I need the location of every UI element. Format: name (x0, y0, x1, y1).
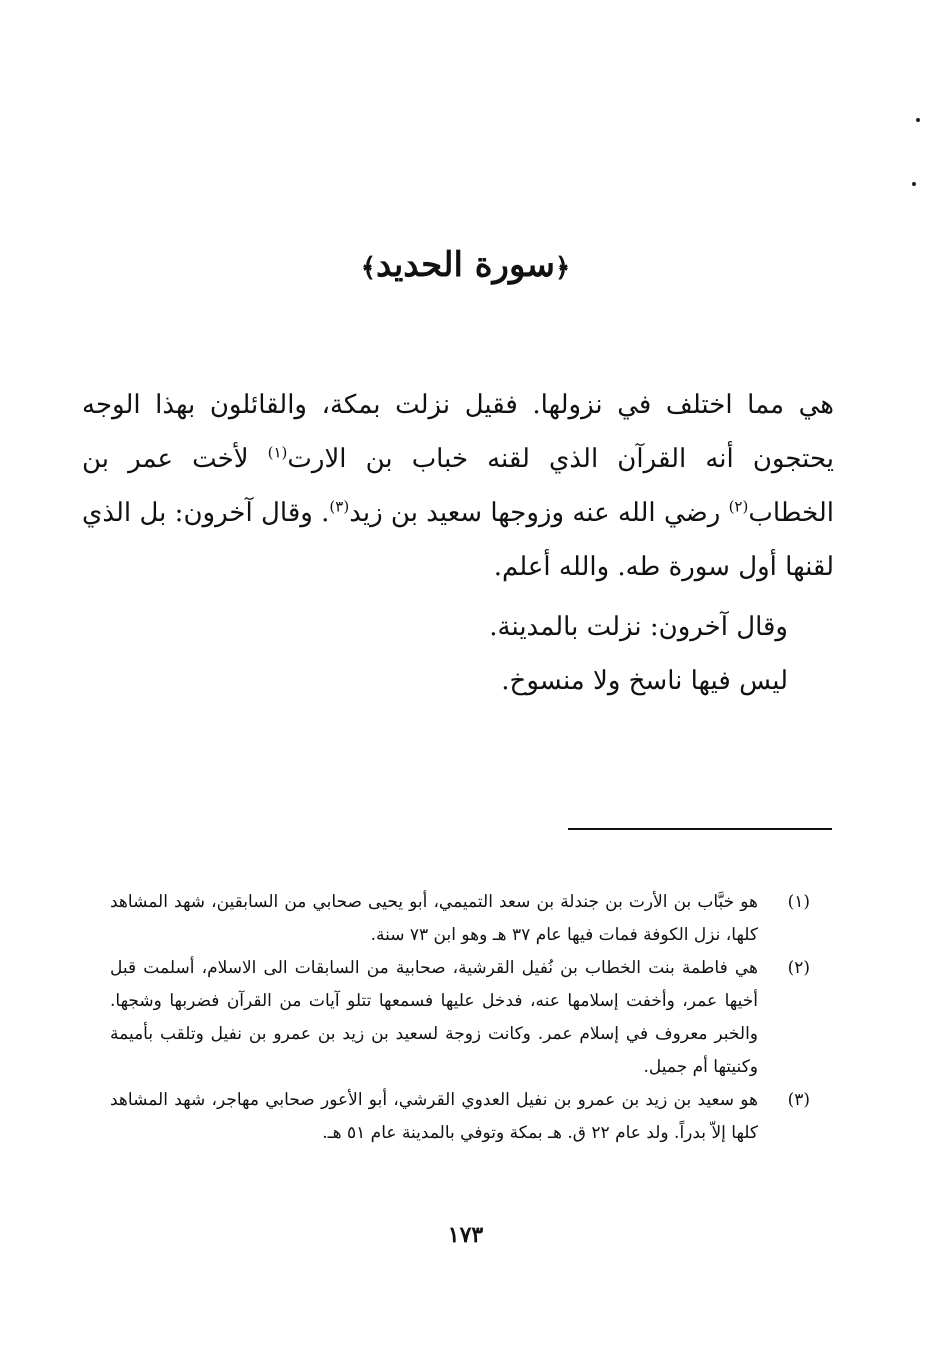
footnote-ref-1: (١) (267, 443, 288, 462)
scan-speck (912, 182, 916, 186)
paragraph-1 (82, 378, 834, 594)
title-ornament-close: ﴾ (360, 253, 376, 283)
paragraph-1-part-c: رضي الله عنه وزوجها سعيد بن زيد (349, 498, 729, 528)
main-text (82, 378, 834, 708)
paragraph-1-part-b: لأخت عمر بن الخطاب (82, 444, 834, 528)
paragraph-1-part-d: . وقال آخرون: بل الذي لقنها أول سورة طه. والله أعلم. (82, 498, 834, 582)
footnote-separator (568, 828, 832, 830)
page-number: ١٧٣ (447, 1222, 484, 1248)
footnote-2 (110, 952, 810, 1084)
scan-speck (916, 118, 920, 122)
footnote-number: (٢) (787, 958, 810, 978)
footnote-text: هو سعيد بن زيد بن عمرو بن نفيل العدوي القرشي، أبو الأعور صحابي مهاجر، شهد المشاهد كلها إلاّ بدراً. ولد عام ٢٢ ق. هـ بمكة وتوفي بالمدينة عام ٥١ هـ. (110, 1090, 758, 1143)
footnote-number: (١) (787, 892, 810, 912)
footnotes (110, 886, 810, 1150)
title-ornament-open: ﴿ (555, 253, 571, 283)
surah-title (0, 240, 931, 293)
footnote-3 (110, 1084, 810, 1150)
footnote-1 (110, 886, 810, 952)
footnote-ref-3: (٣) (329, 497, 350, 516)
paragraph-2: وقال آخرون: نزلت بالمدينة. (489, 612, 788, 642)
footnote-text: هو خبَّاب بن الأرت بن جندلة بن سعد التميمي، أبو يحيى صحابي من السابقين، شهد المشاهد كلها، نزل الكوفة فمات فيها عام ٣٧ هـ وهو ابن ٧٣ سنة. (110, 892, 758, 945)
paragraph-1-part-a: هي مما اختلف في نزولها. فقيل نزلت بمكة، والقائلون بهذا الوجه يحتجون أنه القرآن الذي لقنه خباب بن الارت (82, 390, 834, 474)
footnote-number: (٣) (787, 1090, 810, 1110)
footnote-ref-2: (٢) (728, 497, 749, 516)
footnote-text: هي فاطمة بنت الخطاب بن نُفيل القرشية، صحابية من السابقات الى الاسلام، أسلمت قبل أخيها عمر، وأخفت إسلامها عنه، فدخل عليها فسمعها تتلو آيات من القرآن فضربها وشجها. والخبر معروف في إسلام عمر. وكانت زوجة لسعيد بن زيد بن عمرو بن نفيل وتلقب بأميمة وكنيتها أم جميل. (110, 958, 758, 1077)
title-text: سورة الحديد (375, 245, 556, 285)
paragraph-3: ليس فيها ناسخ ولا منسوخ. (501, 666, 788, 696)
